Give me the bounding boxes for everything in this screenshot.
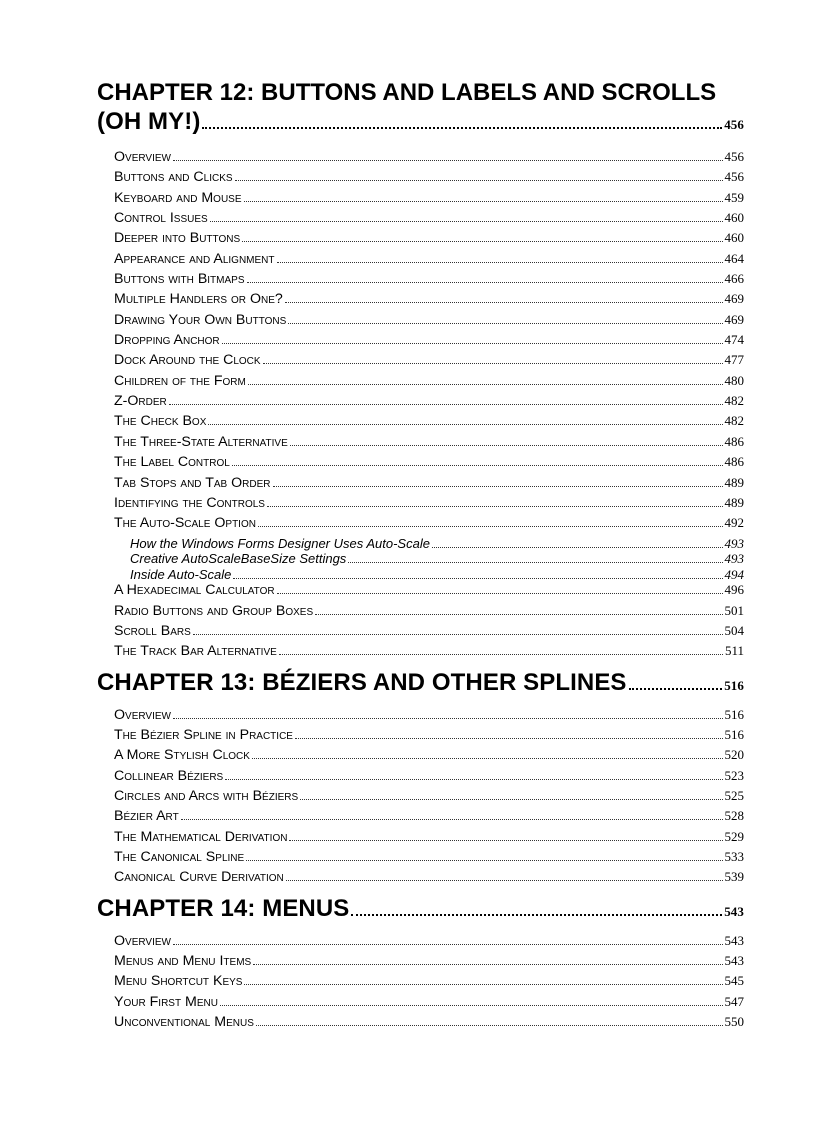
chapter-13-page: 516 — [724, 677, 744, 693]
toc-entry-title: Buttons with Bitmaps — [114, 271, 245, 288]
dot-leader — [232, 465, 723, 466]
toc-entry-page: 459 — [724, 189, 744, 205]
toc-entry[interactable] — [114, 169, 744, 189]
toc-entry[interactable] — [114, 210, 744, 230]
toc-entry[interactable] — [114, 271, 744, 291]
toc-entry-title: Circles and Arcs with Béziers — [114, 788, 299, 805]
dot-leader — [258, 526, 723, 527]
toc-entry-title: Overview — [114, 706, 171, 723]
toc-entry-page: 469 — [724, 311, 744, 327]
table-of-contents — [97, 78, 744, 1035]
toc-entry[interactable] — [114, 727, 744, 747]
toc-entry-title: The Auto-Scale Option — [114, 515, 256, 532]
chapter-14-title: CHAPTER 14: MENUS — [97, 894, 350, 922]
toc-entry-title: Identifying the Controls — [114, 494, 265, 511]
toc-entry-page: 528 — [724, 808, 744, 824]
toc-entry-title: Overview — [114, 932, 171, 949]
dot-leader — [277, 262, 723, 263]
toc-entry-title: Canonical Curve Derivation — [114, 869, 284, 886]
toc-entry-page: 504 — [724, 623, 744, 638]
toc-entry-title: Children of the Form — [114, 372, 246, 389]
toc-entry-page: 489 — [724, 494, 744, 510]
toc-subentry-page: 493 — [724, 551, 744, 567]
toc-entry-title: Overview — [114, 149, 171, 165]
dot-leader — [252, 758, 723, 759]
toc-entry-page: 523 — [724, 767, 744, 783]
dot-leader — [629, 688, 723, 690]
toc-entry-page: 529 — [724, 828, 744, 844]
dot-leader — [277, 593, 723, 594]
toc-entry-page: 516 — [724, 727, 744, 743]
toc-entry-title: Dock Around the Clock — [114, 352, 261, 369]
toc-subentry-page: 493 — [724, 535, 744, 551]
dot-leader — [235, 180, 723, 181]
toc-subentry-title: Creative AutoScaleBaseSize Settings — [130, 551, 347, 567]
dot-leader — [210, 221, 723, 222]
dot-leader — [351, 914, 722, 916]
toc-entry-title: Unconventional Menus — [114, 1014, 254, 1031]
toc-entry[interactable] — [114, 788, 744, 808]
toc-entry-title: Control Issues — [114, 210, 208, 227]
toc-entry[interactable] — [114, 230, 744, 250]
toc-entry[interactable] — [114, 869, 744, 889]
dot-leader — [315, 614, 722, 615]
dot-leader — [253, 964, 722, 965]
dot-leader — [208, 424, 722, 425]
toc-entry-title: Drawing Your Own Buttons — [114, 311, 287, 328]
toc-entry-title: Dropping Anchor — [114, 332, 220, 349]
dot-leader — [267, 506, 723, 507]
toc-entry[interactable] — [114, 312, 744, 332]
toc-entry-title: The Three-State Alternative — [114, 433, 288, 450]
dot-leader — [432, 547, 723, 548]
dot-leader — [286, 880, 723, 881]
dot-leader — [181, 819, 723, 820]
toc-entry-page: 492 — [724, 515, 744, 531]
dot-leader — [225, 779, 722, 780]
toc-entry-page: 550 — [724, 1014, 744, 1030]
toc-entry-title: Bézier Art — [114, 808, 179, 825]
chapter-12-heading[interactable] — [97, 107, 744, 139]
dot-leader — [247, 282, 723, 283]
toc-entry-page: 489 — [724, 474, 744, 490]
toc-subentry[interactable] — [130, 536, 744, 552]
toc-entry[interactable] — [114, 332, 744, 352]
dot-leader — [202, 127, 722, 129]
chapter-12-title-line1[interactable]: CHAPTER 12: BUTTONS AND LABELS AND SCROLLS — [97, 79, 717, 106]
toc-entry[interactable] — [114, 933, 744, 953]
toc-entry-title: Multiple Handlers or One? — [114, 291, 283, 308]
toc-entry-title: The Label Control — [114, 454, 230, 471]
toc-entry-page: 533 — [724, 849, 744, 865]
toc-entry[interactable] — [114, 393, 744, 413]
chapter-12-entries — [97, 149, 744, 664]
toc-entry-title: Scroll Bars — [114, 623, 191, 639]
chapter-13-heading[interactable] — [97, 668, 744, 700]
toc-entry-page: 466 — [724, 271, 744, 287]
toc-entry-page: 511 — [724, 643, 744, 659]
dot-leader — [242, 241, 722, 242]
dot-leader — [193, 634, 723, 635]
toc-entry[interactable] — [114, 434, 744, 454]
dot-leader — [246, 860, 722, 861]
toc-entry-page: 516 — [724, 706, 744, 722]
toc-entry-page: 520 — [724, 747, 744, 763]
toc-entry[interactable] — [114, 352, 744, 372]
dot-leader — [273, 486, 723, 487]
toc-entry-title: Z-Order — [114, 393, 167, 410]
dot-leader — [169, 404, 723, 405]
dot-leader — [244, 201, 723, 202]
toc-entry[interactable] — [114, 454, 744, 474]
toc-entry[interactable] — [114, 190, 744, 210]
dot-leader — [173, 718, 723, 719]
dot-leader — [295, 738, 723, 739]
toc-entry-page: 501 — [724, 602, 744, 618]
toc-entry-page: 543 — [724, 932, 744, 948]
toc-entry-title: Deeper into Buttons — [114, 230, 241, 247]
toc-subentry[interactable] — [130, 567, 744, 583]
toc-entry[interactable] — [114, 953, 744, 973]
toc-entry-title: The Check Box — [114, 413, 207, 430]
toc-entry-page: 486 — [724, 433, 744, 449]
chapter-12-page: 456 — [724, 117, 744, 132]
dot-leader — [263, 363, 723, 364]
toc-entry[interactable] — [114, 643, 744, 663]
dot-leader — [173, 944, 723, 945]
toc-entry[interactable] — [114, 515, 744, 535]
toc-entry-page: 464 — [724, 250, 744, 266]
toc-entry[interactable] — [114, 808, 744, 828]
dot-leader — [300, 799, 722, 800]
chapter-13-title: CHAPTER 13: BÉZIERS AND OTHER SPLINES — [97, 668, 627, 696]
toc-entry[interactable] — [114, 829, 744, 849]
toc-entry[interactable] — [114, 582, 744, 602]
dot-leader — [173, 160, 723, 161]
chapter-14-heading[interactable] — [97, 894, 744, 926]
dot-leader — [289, 840, 722, 841]
toc-entry-title: The Track Bar Alternative — [114, 643, 277, 660]
toc-entry-title: Collinear Béziers — [114, 767, 224, 784]
chapter-14-entries — [97, 933, 744, 1035]
chapter-13-entries — [97, 707, 744, 890]
toc-entry-title: Radio Buttons and Group Boxes — [114, 602, 314, 619]
chapter-14-page: 543 — [724, 903, 744, 919]
toc-entry-page: 480 — [724, 372, 744, 388]
toc-entry[interactable] — [114, 291, 744, 311]
dot-leader — [244, 984, 722, 985]
toc-entry-page: 543 — [724, 953, 744, 969]
toc-entry-page: 525 — [724, 788, 744, 804]
toc-entry[interactable] — [114, 251, 744, 271]
toc-entry-page: 474 — [724, 332, 744, 348]
toc-entry-page: 547 — [724, 993, 744, 1009]
chapter-12-block — [97, 78, 744, 139]
dot-leader — [248, 384, 723, 385]
toc-subentry-title: How the Windows Forms Designer Uses Auto-Scale — [130, 535, 430, 551]
toc-entry[interactable] — [114, 495, 744, 515]
toc-entry[interactable] — [114, 973, 744, 993]
toc-entry-title: Tab Stops and Tab Order — [114, 474, 271, 491]
toc-entry[interactable] — [114, 373, 744, 393]
toc-entry-page: 482 — [724, 393, 744, 409]
toc-entry-page: 460 — [724, 230, 744, 246]
toc-entry[interactable] — [114, 413, 744, 433]
toc-entry-page: 545 — [724, 973, 744, 989]
toc-entry-title: Buttons and Clicks — [114, 169, 233, 186]
toc-entry[interactable] — [114, 994, 744, 1014]
dot-leader — [279, 654, 723, 655]
toc-entry-page: 456 — [724, 169, 744, 185]
dot-leader — [288, 323, 722, 324]
toc-entry-page: 486 — [724, 454, 744, 470]
toc-entry-title: The Bézier Spline in Practice — [114, 727, 293, 744]
toc-subentry[interactable] — [130, 551, 744, 567]
toc-entry[interactable] — [114, 707, 744, 727]
toc-entry-title: A Hexadecimal Calculator — [114, 582, 275, 599]
toc-entry-title: Keyboard and Mouse — [114, 189, 242, 206]
toc-entry[interactable] — [114, 475, 744, 495]
toc-entry[interactable] — [114, 149, 744, 169]
toc-entry-title: A More Stylish Clock — [114, 747, 250, 764]
toc-entry-page: 477 — [724, 352, 744, 368]
dot-leader — [222, 343, 723, 344]
toc-entry[interactable] — [114, 603, 744, 623]
toc-entry-title: The Mathematical Derivation — [114, 828, 288, 845]
toc-subentry-page: 494 — [724, 566, 744, 582]
toc-entry[interactable] — [114, 1014, 744, 1034]
toc-entry-title: Menus and Menu Items — [114, 953, 252, 970]
toc-entry[interactable] — [114, 747, 744, 767]
toc-entry-page: 539 — [724, 869, 744, 885]
dot-leader — [233, 578, 722, 579]
dot-leader — [348, 562, 722, 563]
dot-leader — [290, 445, 723, 446]
toc-entry-title: Your First Menu — [114, 993, 218, 1010]
toc-subentry-title: Inside Auto-Scale — [130, 566, 232, 582]
toc-entry-page: 482 — [724, 413, 744, 429]
toc-entry-page: 460 — [724, 210, 744, 226]
toc-entry[interactable] — [114, 849, 744, 869]
toc-entry[interactable] — [114, 768, 744, 788]
toc-entry[interactable] — [114, 623, 744, 643]
chapter-12-title-line2: (OH MY!) — [97, 108, 201, 135]
toc-entry-title: Appearance and Alignment — [114, 250, 275, 267]
dot-leader — [285, 302, 723, 303]
toc-entry-title: Menu Shortcut Keys — [114, 973, 243, 990]
toc-entry-page: 496 — [724, 582, 744, 598]
toc-entry-page: 469 — [724, 291, 744, 307]
toc-entry-page: 456 — [724, 149, 744, 164]
toc-entry-title: The Canonical Spline — [114, 849, 245, 866]
dot-leader — [220, 1005, 723, 1006]
dot-leader — [256, 1025, 723, 1026]
